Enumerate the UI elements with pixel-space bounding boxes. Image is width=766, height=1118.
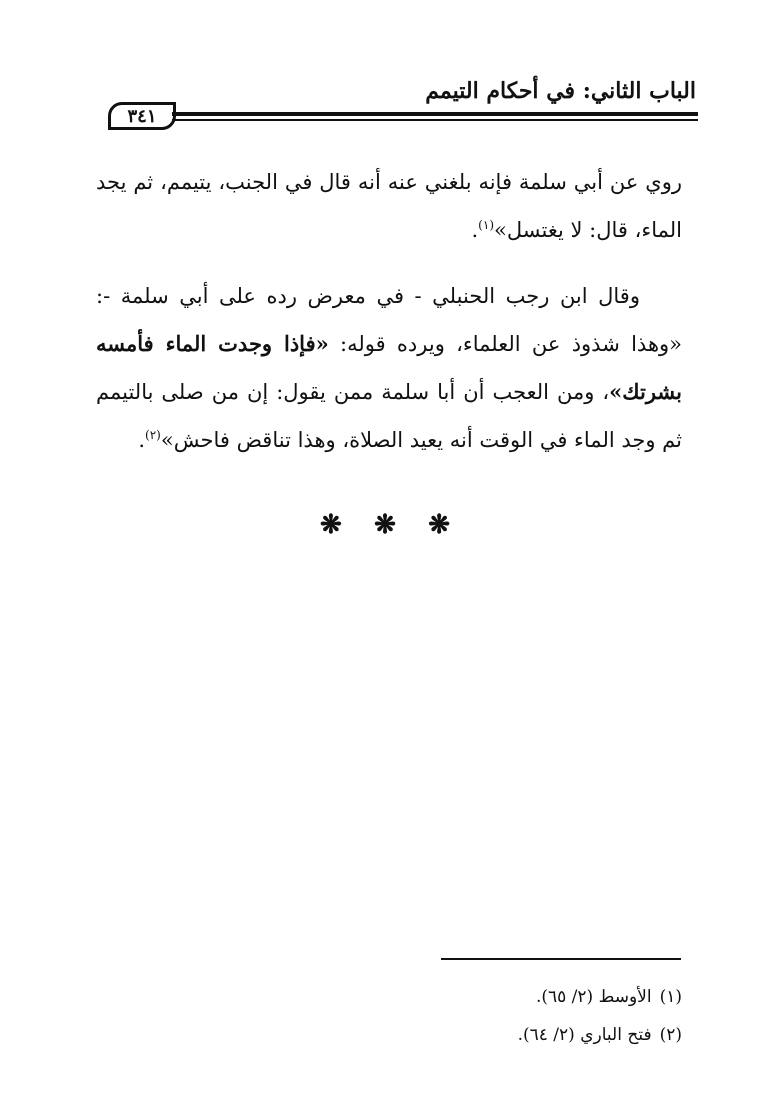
paragraph-1-text: روي عن أبي سلمة فإنه بلغني عنه أنه قال في الجنب، يتيمم، ثم يجد الماء، قال: لا يغتسل» [96,170,682,242]
paragraph-2 [96,272,682,464]
star-icon: ❋ [320,510,342,540]
footnote-2-number: (٢) [659,1025,682,1045]
star-icon: ❋ [428,510,450,540]
paragraph-2-text-b: ، ومن العجب أن أبا سلمة ممن يقول: إن من صلى بالتيمم ثم وجد الماء في الوقت أنه يعيد الصلاة، وهذا تناقض فاحش» [96,380,682,452]
paragraph-1 [96,158,682,254]
footnote-1-text: الأوسط (٢/ ٦٥). [535,987,652,1007]
section-ornament [320,512,450,538]
footnotes [382,978,682,1054]
paragraph-2-end: . [138,428,146,452]
chapter-title: الباب الثاني: في أحكام التيمم [425,78,696,104]
footnote-1-number: (١) [659,987,682,1007]
quoted-hadith: «فإذا وجدت الماء فأمسه بشرتك» [96,331,682,404]
footnote-2 [382,1016,682,1054]
paragraph-2-text-a: وقال ابن رجب الحنبلي - في معرض رده على أبي سلمة -: «وهذا شذوذ عن العلماء، ويرده قوله: [96,284,683,356]
footnote-ref-2: (٢) [145,428,161,442]
footnote-1 [382,978,682,1016]
header-rule-thin [172,119,698,121]
header-rule-thick [172,112,698,116]
main-text [96,158,682,464]
footnote-2-text: فتح الباري (٢/ ٦٤). [517,1025,652,1045]
page-number: ٣٤١ [108,102,176,130]
paragraph-1-end: . [471,218,479,242]
footnote-ref-1: (١) [478,218,494,232]
star-icon: ❋ [374,510,396,540]
footnote-separator [441,958,681,960]
